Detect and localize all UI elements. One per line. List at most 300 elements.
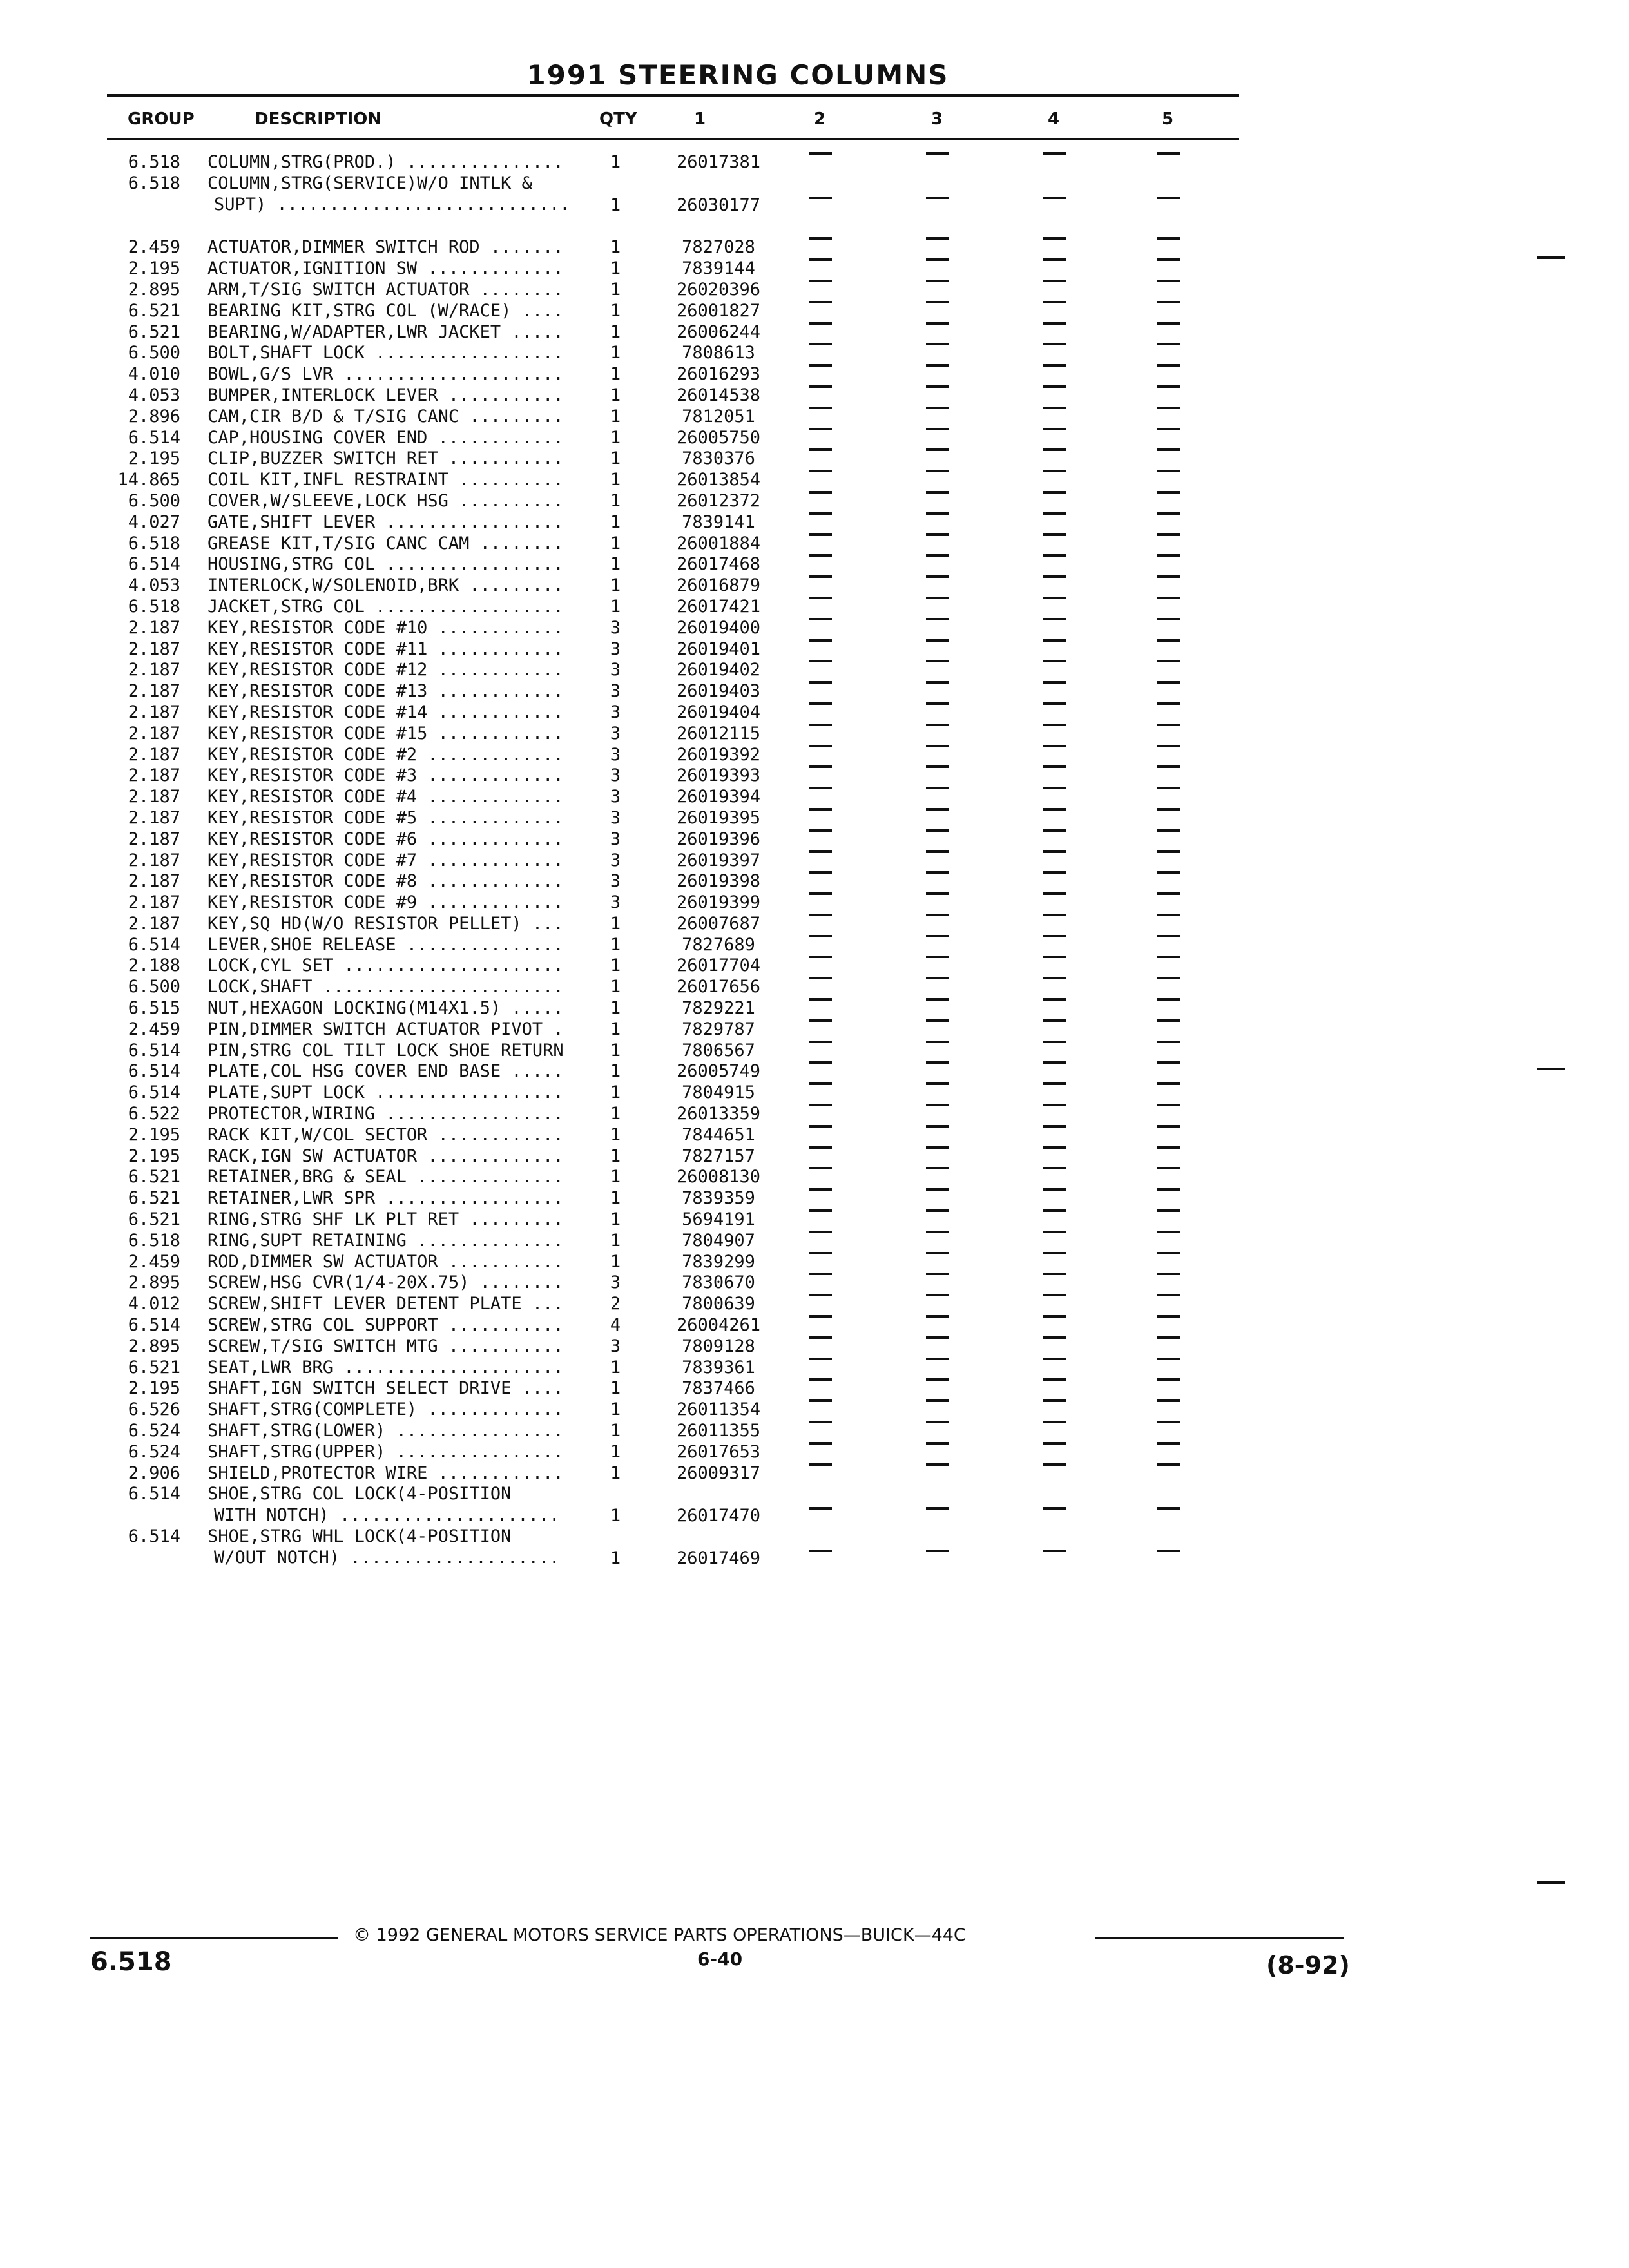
description-cell: ACTUATOR,DIMMER SWITCH ROD ....... xyxy=(207,237,564,258)
part-number-cell: 7809128 xyxy=(682,1336,755,1356)
part-number-cell: 26019402 xyxy=(676,660,761,680)
group-cell: 2.896 xyxy=(128,406,180,427)
table-row xyxy=(0,1019,1629,1041)
dash-col-3 xyxy=(926,428,949,430)
dash-col-4 xyxy=(1043,343,1066,345)
dash-col-3 xyxy=(926,1146,949,1149)
header-group: GROUP xyxy=(128,110,195,129)
dash-col-5 xyxy=(1157,1507,1180,1510)
header-col-3: 3 xyxy=(931,110,943,129)
dash-col-2 xyxy=(809,1358,832,1360)
dash-col-5 xyxy=(1157,491,1180,494)
dash-col-2 xyxy=(809,660,832,662)
qty-cell: 3 xyxy=(610,787,621,807)
dash-col-4 xyxy=(1043,470,1066,472)
dash-col-4 xyxy=(1043,977,1066,979)
dash-col-4 xyxy=(1043,1315,1066,1318)
dash-col-2 xyxy=(809,787,832,789)
dash-col-5 xyxy=(1157,1421,1180,1423)
margin-mark xyxy=(1537,256,1565,259)
dash-col-3 xyxy=(926,787,949,789)
dash-col-4 xyxy=(1043,597,1066,599)
dash-col-4 xyxy=(1043,1252,1066,1254)
qty-cell: 1 xyxy=(610,1124,621,1145)
group-cell: 6.514 xyxy=(128,1484,180,1504)
description-continuation: W/OUT NOTCH) .................... xyxy=(214,1547,560,1568)
qty-cell: 3 xyxy=(610,807,621,828)
dash-col-3 xyxy=(926,892,949,895)
dash-col-3 xyxy=(926,1061,949,1064)
part-number-cell: 7804915 xyxy=(682,1082,755,1103)
margin-mark xyxy=(1537,1068,1565,1070)
dash-col-4 xyxy=(1043,322,1066,325)
dash-col-2 xyxy=(809,618,832,620)
dash-col-2 xyxy=(809,1550,832,1552)
dash-col-2 xyxy=(809,914,832,916)
dash-col-3 xyxy=(926,660,949,662)
description-cell: SHOE,STRG COL LOCK(4-POSITION xyxy=(207,1484,512,1504)
group-cell: 2.187 xyxy=(128,660,180,680)
dash-col-3 xyxy=(926,639,949,642)
dash-col-3 xyxy=(926,1041,949,1043)
qty-cell: 1 xyxy=(610,1357,621,1378)
dash-col-2 xyxy=(809,258,832,261)
dash-col-3 xyxy=(926,533,949,536)
qty-cell: 1 xyxy=(610,195,621,215)
dash-col-4 xyxy=(1043,258,1066,261)
dash-col-2 xyxy=(809,956,832,958)
dash-col-4 xyxy=(1043,1146,1066,1149)
dash-col-2 xyxy=(809,237,832,240)
qty-cell: 1 xyxy=(610,448,621,469)
table-row xyxy=(0,1484,1629,1526)
dash-col-5 xyxy=(1157,892,1180,895)
dash-col-3 xyxy=(926,808,949,811)
dash-col-2 xyxy=(809,1378,832,1381)
description-cell: COLUMN,STRG(PROD.) ............... xyxy=(207,152,574,172)
dash-col-5 xyxy=(1157,470,1180,472)
table-row xyxy=(0,1231,1629,1252)
dash-col-3 xyxy=(926,1550,949,1552)
group-cell: 2.187 xyxy=(128,850,180,870)
dash-col-2 xyxy=(809,448,832,451)
description-cell: PIN,STRG COL TILT LOCK SHOE RETURN xyxy=(207,1040,564,1061)
dash-col-5 xyxy=(1157,237,1180,240)
dash-col-2 xyxy=(809,512,832,515)
part-number-cell: 7827689 xyxy=(682,934,755,955)
dash-col-3 xyxy=(926,1358,949,1360)
dash-col-5 xyxy=(1157,1061,1180,1064)
part-number-cell: 26019397 xyxy=(676,850,761,870)
part-number-cell: 26007687 xyxy=(676,913,761,934)
dash-col-4 xyxy=(1043,1061,1066,1064)
dash-col-5 xyxy=(1157,1252,1180,1254)
group-cell: 6.500 xyxy=(128,343,180,363)
table-row xyxy=(0,808,1629,829)
group-cell: 6.514 xyxy=(128,1040,180,1061)
qty-cell: 3 xyxy=(610,681,621,702)
dash-col-4 xyxy=(1043,787,1066,789)
description-cell: KEY,SQ HD(W/O RESISTOR PELLET) ... xyxy=(207,913,564,934)
dash-col-4 xyxy=(1043,1188,1066,1191)
group-cell: 2.459 xyxy=(128,1019,180,1039)
dash-col-2 xyxy=(809,1188,832,1191)
dash-col-4 xyxy=(1043,512,1066,515)
qty-cell: 1 xyxy=(610,1251,621,1272)
group-cell: 6.518 xyxy=(128,596,180,617)
table-row xyxy=(0,765,1629,787)
description-cell: BEARING KIT,STRG COL (W/RACE) .... xyxy=(207,300,564,321)
dash-col-4 xyxy=(1043,1294,1066,1296)
dash-col-2 xyxy=(809,1019,832,1022)
dash-col-5 xyxy=(1157,787,1180,789)
qty-cell: 1 xyxy=(610,279,621,300)
dash-col-3 xyxy=(926,702,949,705)
dash-col-3 xyxy=(926,152,949,155)
description-cell: CLIP,BUZZER SWITCH RET ........... xyxy=(207,448,564,469)
dash-col-4 xyxy=(1043,1421,1066,1423)
qty-cell: 3 xyxy=(610,744,621,765)
description-cell: KEY,RESISTOR CODE #7 ............. xyxy=(207,850,564,870)
part-number-cell: 26017704 xyxy=(676,956,761,976)
description-cell: KEY,RESISTOR CODE #10 ............ xyxy=(207,617,564,638)
footer-rule-left xyxy=(90,1937,338,1939)
table-row xyxy=(0,745,1629,766)
dash-col-3 xyxy=(926,1507,949,1510)
dash-col-5 xyxy=(1157,702,1180,705)
description-cell: COLUMN,STRG(SERVICE)W/O INTLK & xyxy=(207,173,532,193)
part-number-cell: 7839299 xyxy=(682,1251,755,1272)
dash-col-2 xyxy=(809,1041,832,1043)
description-cell: PIN,DIMMER SWITCH ACTUATOR PIVOT . xyxy=(207,1019,564,1039)
dash-col-5 xyxy=(1157,1273,1180,1275)
description-cell: KEY,RESISTOR CODE #3 ............. xyxy=(207,765,564,786)
qty-cell: 1 xyxy=(610,300,621,321)
dash-col-3 xyxy=(926,1378,949,1381)
description-cell: CAM,CIR B/D & T/SIG CANC ......... xyxy=(207,406,564,427)
table-row xyxy=(0,871,1629,892)
dash-col-3 xyxy=(926,197,949,199)
header-col-4: 4 xyxy=(1048,110,1060,129)
part-number-cell: 26005749 xyxy=(676,1061,761,1082)
dash-col-4 xyxy=(1043,765,1066,768)
description-cell: LOCK,CYL SET ..................... xyxy=(207,956,564,976)
part-number-cell: 26019399 xyxy=(676,892,761,913)
header-col-2: 2 xyxy=(814,110,826,129)
table-row xyxy=(0,448,1629,470)
dash-col-2 xyxy=(809,808,832,811)
dash-col-2 xyxy=(809,575,832,578)
table-row xyxy=(0,1252,1629,1273)
description-cell: COIL KIT,INFL RESTRAINT .......... xyxy=(207,470,564,490)
header-rule xyxy=(107,138,1239,140)
table-row xyxy=(0,597,1629,618)
qty-cell: 1 xyxy=(610,1506,621,1526)
description-cell: BOWL,G/S LVR ..................... xyxy=(207,364,564,385)
dash-col-3 xyxy=(926,1442,949,1445)
dash-col-3 xyxy=(926,998,949,1001)
part-number-cell: 26006244 xyxy=(676,322,761,342)
qty-cell: 1 xyxy=(610,470,621,490)
description-continuation: WITH NOTCH) ..................... xyxy=(214,1505,560,1526)
group-cell: 2.187 xyxy=(128,871,180,892)
description-cell: KEY,RESISTOR CODE #11 ............ xyxy=(207,639,564,659)
description-cell: SHIELD,PROTECTOR WIRE ............ xyxy=(207,1463,564,1483)
part-number-cell: 26009317 xyxy=(676,1463,761,1483)
part-number-cell: 26013359 xyxy=(676,1104,761,1124)
dash-col-4 xyxy=(1043,914,1066,916)
dash-col-5 xyxy=(1157,998,1180,1001)
table-row xyxy=(0,385,1629,407)
description-cell: CAP,HOUSING COVER END ............ xyxy=(207,427,564,448)
dash-col-3 xyxy=(926,935,949,937)
qty-cell: 1 xyxy=(610,1230,621,1251)
description-cell: KEY,RESISTOR CODE #9 ............. xyxy=(207,892,564,913)
dash-col-3 xyxy=(926,343,949,345)
part-number-cell: 7812051 xyxy=(682,406,755,427)
dash-col-3 xyxy=(926,258,949,261)
dash-col-2 xyxy=(809,152,832,155)
qty-cell: 1 xyxy=(610,998,621,1019)
dash-col-5 xyxy=(1157,597,1180,599)
table-row xyxy=(0,660,1629,681)
group-cell: 2.895 xyxy=(128,1336,180,1356)
description-cell: RING,STRG SHF LK PLT RET ......... xyxy=(207,1209,564,1230)
dash-col-2 xyxy=(809,1146,832,1149)
group-cell: 6.521 xyxy=(128,1209,180,1230)
dash-col-5 xyxy=(1157,1336,1180,1339)
qty-cell: 1 xyxy=(610,385,621,405)
group-cell: 4.010 xyxy=(128,364,180,385)
dash-col-4 xyxy=(1043,850,1066,853)
dash-col-5 xyxy=(1157,977,1180,979)
dash-col-2 xyxy=(809,533,832,536)
description-cell: KEY,RESISTOR CODE #13 ............ xyxy=(207,681,564,702)
part-number-cell: 26001884 xyxy=(676,533,761,553)
group-cell: 2.187 xyxy=(128,744,180,765)
dash-col-4 xyxy=(1043,237,1066,240)
group-cell: 2.895 xyxy=(128,279,180,300)
description-cell: SHAFT,STRG(UPPER) ................ xyxy=(207,1441,564,1462)
dash-col-4 xyxy=(1043,364,1066,367)
dash-col-5 xyxy=(1157,1209,1180,1212)
part-number-cell: 7839144 xyxy=(682,258,755,279)
dash-col-3 xyxy=(926,1252,949,1254)
dash-col-2 xyxy=(809,829,832,832)
table-row xyxy=(0,977,1629,998)
description-cell: KEY,RESISTOR CODE #5 ............. xyxy=(207,807,564,828)
description-cell: KEY,RESISTOR CODE #8 ............. xyxy=(207,871,564,892)
dash-col-5 xyxy=(1157,512,1180,515)
part-number-cell: 7829221 xyxy=(682,998,755,1019)
table-row xyxy=(0,301,1629,322)
dash-col-2 xyxy=(809,977,832,979)
part-number-cell: 26013854 xyxy=(676,470,761,490)
dash-col-2 xyxy=(809,1336,832,1339)
table-row xyxy=(0,428,1629,449)
dash-col-5 xyxy=(1157,1231,1180,1233)
dash-col-4 xyxy=(1043,1019,1066,1022)
qty-cell: 1 xyxy=(610,1188,621,1209)
part-number-cell: 26016293 xyxy=(676,364,761,385)
dash-col-2 xyxy=(809,197,832,199)
table-row xyxy=(0,956,1629,977)
table-row xyxy=(0,1146,1629,1168)
dash-col-2 xyxy=(809,724,832,726)
table-row xyxy=(0,1358,1629,1379)
dash-col-5 xyxy=(1157,1082,1180,1085)
table-row xyxy=(0,998,1629,1019)
part-number-cell: 26008130 xyxy=(676,1167,761,1187)
dash-col-3 xyxy=(926,407,949,409)
part-number-cell: 7830376 xyxy=(682,448,755,469)
qty-cell: 1 xyxy=(610,152,621,172)
dash-col-3 xyxy=(926,1167,949,1169)
dash-col-4 xyxy=(1043,935,1066,937)
qty-cell: 1 xyxy=(610,977,621,997)
description-cell: RING,SUPT RETAINING .............. xyxy=(207,1230,564,1251)
dash-col-3 xyxy=(926,1399,949,1402)
dash-col-2 xyxy=(809,1315,832,1318)
dash-col-4 xyxy=(1043,1358,1066,1360)
dash-col-4 xyxy=(1043,1273,1066,1275)
group-cell: 6.521 xyxy=(128,1188,180,1209)
dash-col-4 xyxy=(1043,1231,1066,1233)
dash-col-3 xyxy=(926,956,949,958)
dash-col-4 xyxy=(1043,533,1066,536)
qty-cell: 3 xyxy=(610,871,621,892)
table-row xyxy=(0,1125,1629,1146)
dash-col-4 xyxy=(1043,702,1066,705)
part-number-cell: 7839361 xyxy=(682,1357,755,1378)
dash-col-5 xyxy=(1157,322,1180,325)
dash-col-3 xyxy=(926,1125,949,1128)
footer-rule-right xyxy=(1095,1937,1344,1939)
dash-col-4 xyxy=(1043,407,1066,409)
part-number-cell: 5694191 xyxy=(682,1209,755,1230)
group-cell: 2.195 xyxy=(128,258,180,279)
part-number-cell: 26017656 xyxy=(676,977,761,997)
dash-col-4 xyxy=(1043,1082,1066,1085)
description-cell: ARM,T/SIG SWITCH ACTUATOR ........ xyxy=(207,279,564,300)
description-cell: RACK,IGN SW ACTUATOR ............. xyxy=(207,1146,564,1166)
group-cell: 6.521 xyxy=(128,300,180,321)
dash-col-5 xyxy=(1157,1167,1180,1169)
group-cell: 6.500 xyxy=(128,977,180,997)
group-cell: 2.187 xyxy=(128,829,180,849)
part-number-cell: 7830670 xyxy=(682,1273,755,1293)
part-number-cell: 7804907 xyxy=(682,1230,755,1251)
dash-col-2 xyxy=(809,343,832,345)
page-title: 1991 STEERING COLUMNS xyxy=(526,59,949,91)
part-number-cell: 7806567 xyxy=(682,1040,755,1061)
qty-cell: 4 xyxy=(610,1315,621,1336)
group-cell: 2.187 xyxy=(128,892,180,913)
dash-col-4 xyxy=(1043,998,1066,1001)
part-number-cell: 26019404 xyxy=(676,702,761,722)
dash-col-5 xyxy=(1157,197,1180,199)
qty-cell: 3 xyxy=(610,1336,621,1356)
dash-col-4 xyxy=(1043,197,1066,199)
qty-cell: 1 xyxy=(610,1399,621,1420)
dash-col-4 xyxy=(1043,1167,1066,1169)
part-number-cell: 26001827 xyxy=(676,300,761,321)
dash-col-2 xyxy=(809,1463,832,1466)
dash-col-2 xyxy=(809,1231,832,1233)
table-row xyxy=(0,1273,1629,1294)
dash-col-4 xyxy=(1043,301,1066,303)
dash-col-4 xyxy=(1043,554,1066,557)
group-cell: 2.187 xyxy=(128,787,180,807)
dash-col-3 xyxy=(926,1019,949,1022)
description-cell: SCREW,STRG COL SUPPORT ........... xyxy=(207,1315,564,1336)
dash-col-2 xyxy=(809,1061,832,1064)
group-cell: 4.027 xyxy=(128,512,180,532)
group-cell: 6.521 xyxy=(128,1357,180,1378)
description-cell: SHOE,STRG WHL LOCK(4-POSITION xyxy=(207,1526,512,1546)
group-cell: 2.459 xyxy=(128,1251,180,1272)
description-cell: JACKET,STRG COL .................. xyxy=(207,596,564,617)
dash-col-3 xyxy=(926,1273,949,1275)
dash-col-2 xyxy=(809,1421,832,1423)
dash-col-3 xyxy=(926,1188,949,1191)
description-cell: SHAFT,STRG(COMPLETE) ............. xyxy=(207,1399,564,1420)
dash-col-3 xyxy=(926,364,949,367)
dash-col-3 xyxy=(926,977,949,979)
dash-col-4 xyxy=(1043,385,1066,388)
part-number-cell: 26014538 xyxy=(676,385,761,405)
dash-col-3 xyxy=(926,829,949,832)
title-rule xyxy=(107,94,1239,97)
group-cell: 2.187 xyxy=(128,702,180,722)
qty-cell: 1 xyxy=(610,1378,621,1399)
description-cell: BOLT,SHAFT LOCK .................. xyxy=(207,343,564,363)
qty-cell: 1 xyxy=(610,1061,621,1082)
part-number-cell: 7827028 xyxy=(682,237,755,258)
qty-cell: 2 xyxy=(610,1294,621,1314)
dash-col-4 xyxy=(1043,639,1066,642)
dash-col-5 xyxy=(1157,280,1180,282)
table-row xyxy=(0,702,1629,724)
qty-cell: 1 xyxy=(610,1441,621,1462)
description-cell: SCREW,SHIFT LEVER DETENT PLATE ... xyxy=(207,1294,564,1314)
table-row xyxy=(0,322,1629,343)
description-cell: SEAT,LWR BRG ..................... xyxy=(207,1357,564,1378)
part-number-cell: 26030177 xyxy=(676,195,761,215)
parts-table xyxy=(0,152,1629,1569)
dash-col-5 xyxy=(1157,575,1180,578)
part-number-cell: 26012372 xyxy=(676,490,761,511)
table-row xyxy=(0,1082,1629,1104)
dash-col-4 xyxy=(1043,829,1066,832)
dash-col-2 xyxy=(809,322,832,325)
dash-col-4 xyxy=(1043,575,1066,578)
dash-col-2 xyxy=(809,702,832,705)
group-cell: 6.515 xyxy=(128,998,180,1019)
dash-col-3 xyxy=(926,745,949,747)
dash-col-4 xyxy=(1043,152,1066,155)
table-row xyxy=(0,1463,1629,1485)
dash-col-3 xyxy=(926,1294,949,1296)
dash-col-2 xyxy=(809,554,832,557)
part-number-cell: 26005750 xyxy=(676,427,761,448)
group-cell: 2.187 xyxy=(128,765,180,786)
qty-cell: 1 xyxy=(610,490,621,511)
part-number-cell: 26011355 xyxy=(676,1421,761,1441)
group-cell: 6.518 xyxy=(128,173,180,193)
dash-col-3 xyxy=(926,850,949,853)
table-row xyxy=(0,850,1629,872)
